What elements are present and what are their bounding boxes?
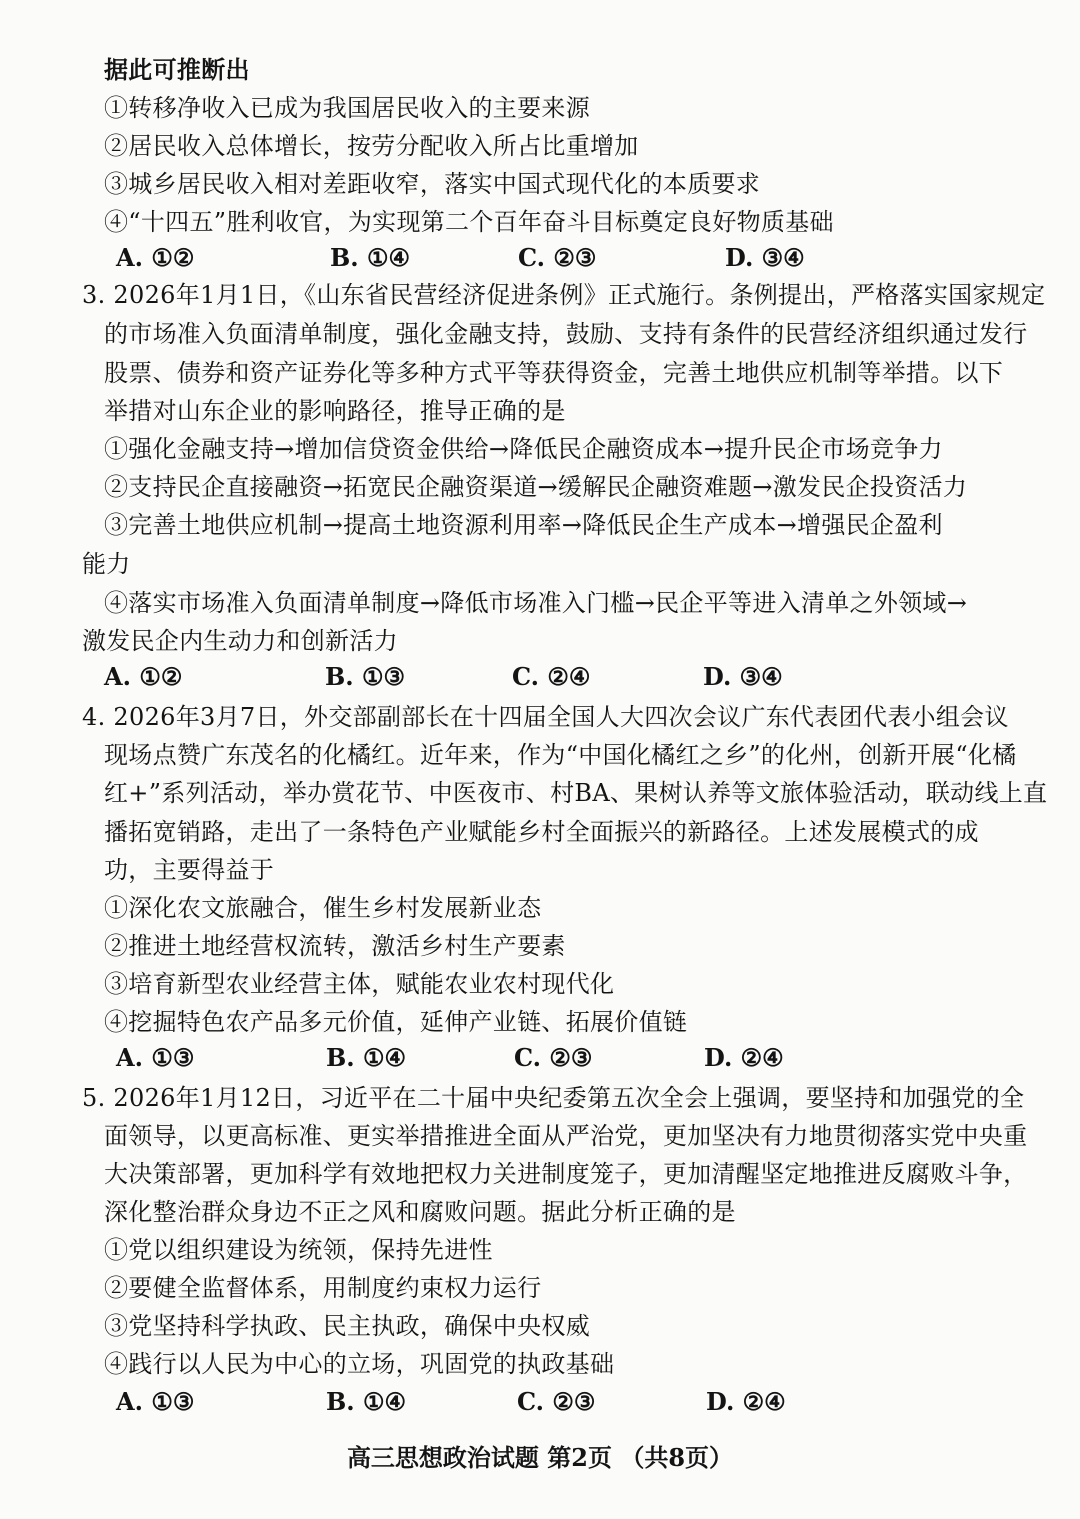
q5-stem-line-4: 深化整治群众身边不正之风和腐败问题。据此分析正确的是	[104, 1198, 736, 1226]
q3-statement-4b: 激发民企内生动力和创新活力	[82, 627, 398, 655]
q5-statement-4: ④践行以人民为中心的立场，巩固党的执政基础	[104, 1350, 615, 1378]
q5-option-c: C. ②③	[517, 1387, 596, 1416]
q4-option-d: D. ②④	[704, 1043, 784, 1072]
q3-options	[0, 662, 1080, 692]
q5-statement-3: ③党坚持科学执政、民主执政，确保中央权威	[104, 1312, 590, 1340]
q4-stem-line-1: 4. 2026年3月7日，外交部副部长在十四届全国人大四次会议广东代表团代表小组会议	[82, 703, 1009, 731]
page-footer: 高三思想政治试题 第2页 （共8页）	[346, 1443, 734, 1472]
q2-option-a: A. ①②	[116, 243, 195, 272]
q2-options	[0, 243, 1080, 273]
q5-statement-1: ①党以组织建设为统领，保持先进性	[104, 1236, 493, 1264]
q3-option-b: B. ①③	[325, 662, 406, 691]
q3-stem-line-2: 的市场准入负面清单制度，强化金融支持，鼓励、支持有条件的民营经济组织通过发行	[104, 320, 1028, 348]
q4-options	[0, 1043, 1080, 1073]
q4-stem-line-4: 播拓宽销路，走出了一条特色产业赋能乡村全面振兴的新路径。上述发展模式的成	[104, 818, 979, 846]
q3-statement-3b: 能力	[82, 550, 131, 578]
q2-statement-2: ②居民收入总体增长，按劳分配收入所占比重增加	[104, 132, 639, 160]
q4-statement-3: ③培育新型农业经营主体，赋能农业农村现代化	[104, 970, 615, 998]
q3-option-d: D. ③④	[703, 662, 783, 691]
q5-stem-line-3: 大决策部署，更加科学有效地把权力关进制度笼子，更加清醒坚定地推进反腐败斗争，	[104, 1160, 1028, 1188]
q4-statement-4: ④挖掘特色农产品多元价值，延伸产业链、拓展价值链	[104, 1008, 688, 1036]
q3-statement-2: ②支持民企直接融资→拓宽民企融资渠道→缓解民企融资难题→激发民企投资活力	[104, 473, 968, 501]
q3-stem-line-3: 股票、债券和资产证券化等多种方式平等获得资金，完善土地供应机制等举措。以下	[104, 359, 1004, 387]
q3-stem-line-4: 举措对山东企业的影响路径，推导正确的是	[104, 397, 566, 425]
q2-option-b: B. ①④	[330, 243, 411, 272]
q4-option-b: B. ①④	[326, 1043, 407, 1072]
q4-statement-1: ①深化农文旅融合，催生乡村发展新业态	[104, 894, 542, 922]
q3-statement-3a: ③完善土地供应机制→提高土地资源利用率→降低民企生产成本→增强民企盈利	[104, 511, 943, 539]
q5-option-b: B. ①④	[326, 1387, 407, 1416]
q3-option-c: C. ②④	[512, 662, 591, 691]
q2-statement-1: ①转移净收入已成为我国居民收入的主要来源	[104, 94, 590, 122]
q4-stem-line-2: 现场点赞广东茂名的化橘红。近年来，作为“中国化橘红之乡”的化州，创新开展“化橘	[104, 741, 1017, 769]
q3-statement-1: ①强化金融支持→增加信贷资金供给→降低民企融资成本→提升民企市场竞争力	[104, 435, 943, 463]
q5-stem-line-2: 面领导，以更高标准、更实举措推进全面从严治党，更加坚决有力地贯彻落实党中央重	[104, 1122, 1028, 1150]
q2-lead: 据此可推断出	[104, 55, 250, 84]
q5-option-a: A. ①③	[116, 1387, 195, 1416]
q3-stem-line-1: 3. 2026年1月1日，《山东省民营经济促进条例》正式施行。条例提出，严格落实国家规定	[82, 281, 1046, 309]
q5-stem-line-1: 5. 2026年1月12日，习近平在二十届中央纪委第五次全会上强调，要坚持和加强党的全	[82, 1084, 1025, 1112]
q4-statement-2: ②推进土地经营权流转，激活乡村生产要素	[104, 932, 566, 960]
q2-option-d: D. ③④	[725, 243, 805, 272]
q3-option-a: A. ①②	[104, 662, 183, 691]
q4-option-c: C. ②③	[514, 1043, 593, 1072]
q5-options	[0, 1387, 1080, 1417]
q2-option-c: C. ②③	[518, 243, 597, 272]
q5-statement-2: ②要健全监督体系，用制度约束权力运行	[104, 1274, 542, 1302]
q5-option-d: D. ②④	[706, 1387, 786, 1416]
q4-stem-line-3: 红+”系列活动，举办赏花节、中医夜市、村BA、果树认养等文旅体验活动，联动线上直	[104, 779, 1048, 807]
q4-option-a: A. ①③	[116, 1043, 195, 1072]
q4-stem-line-5: 功，主要得益于	[104, 856, 275, 884]
q2-statement-3: ③城乡居民收入相对差距收窄，落实中国式现代化的本质要求	[104, 170, 761, 198]
q2-statement-4: ④“十四五”胜利收官，为实现第二个百年奋斗目标奠定良好物质基础	[104, 208, 834, 236]
q3-statement-4a: ④落实市场准入负面清单制度→降低市场准入门槛→民企平等进入清单之外领域→	[104, 589, 968, 617]
